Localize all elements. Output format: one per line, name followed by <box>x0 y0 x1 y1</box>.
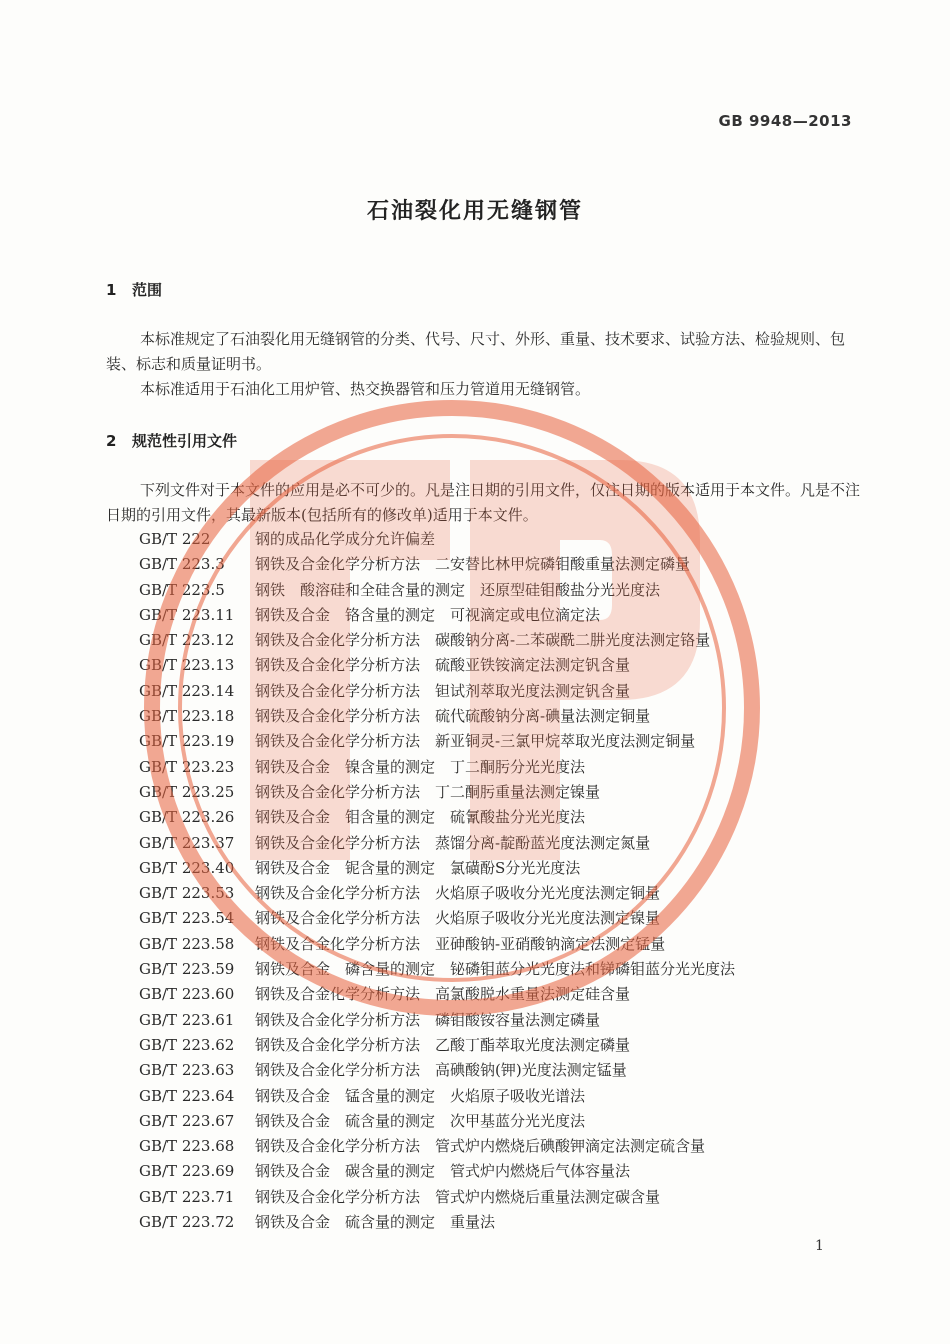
reference-item <box>139 780 735 805</box>
reference-title: 钢铁及合金 磷含量的测定 铋磷钼蓝分光光度法和锑磷钼蓝分光光度法 <box>255 960 736 979</box>
section-title: 规范性引用文件 <box>132 432 238 450</box>
reference-item <box>139 1058 735 1083</box>
reference-code: GB/T 223.72 <box>139 1213 235 1232</box>
section-number: 2 <box>106 432 117 450</box>
reference-item <box>139 932 735 957</box>
reference-item <box>139 603 735 628</box>
reference-item <box>139 1210 735 1235</box>
reference-title: 钢铁及合金化学分析方法 磷钼酸铵容量法测定磷量 <box>255 1010 601 1029</box>
section-heading-normative <box>106 430 237 451</box>
reference-code: GB/T 223.14 <box>139 681 235 700</box>
reference-code: GB/T 223.5 <box>139 580 225 599</box>
reference-item <box>139 1159 735 1184</box>
reference-item <box>139 578 735 603</box>
reference-title: 钢铁及合金 铬含量的测定 可视滴定或电位滴定法 <box>255 605 601 624</box>
reference-item <box>139 831 735 856</box>
reference-item <box>139 1084 735 1109</box>
reference-item <box>139 679 735 704</box>
reference-code: GB/T 223.59 <box>139 960 235 979</box>
reference-item <box>139 1134 735 1159</box>
reference-code: GB/T 222 <box>139 530 211 548</box>
reference-item <box>139 881 735 906</box>
document-title: 石油裂化用无缝钢管 <box>366 199 583 224</box>
reference-item <box>139 957 735 982</box>
reference-code: GB/T 223.67 <box>139 1111 235 1130</box>
reference-code: GB/T 223.11 <box>139 605 235 624</box>
reference-code: GB/T 223.68 <box>139 1137 235 1156</box>
standard-number: GB 9948—2013 <box>718 112 852 130</box>
reference-item <box>139 1008 735 1033</box>
section-title: 范围 <box>132 281 163 299</box>
reference-item <box>139 856 735 881</box>
reference-title: 钢铁及合金 硫含量的测定 次甲基蓝分光光度法 <box>255 1111 586 1130</box>
reference-code: GB/T 223.26 <box>139 808 235 827</box>
reference-item <box>139 1109 735 1134</box>
reference-code: GB/T 223.63 <box>139 1061 235 1080</box>
reference-title: 钢铁及合金化学分析方法 火焰原子吸收分光光度法测定镍量 <box>255 909 661 928</box>
reference-code: GB/T 223.37 <box>139 833 235 852</box>
reference-item <box>139 653 735 678</box>
reference-item <box>139 1185 735 1210</box>
reference-title: 钢铁及合金化学分析方法 火焰原子吸收分光光度法测定铜量 <box>255 884 661 903</box>
reference-code: GB/T 223.19 <box>139 732 235 751</box>
reference-code: GB/T 223.13 <box>139 656 235 675</box>
page-number: 1 <box>815 1238 824 1254</box>
reference-title: 钢铁及合金化学分析方法 碳酸钠分离-二苯碳酰二肼光度法测定铬量 <box>255 631 711 650</box>
reference-title: 钢铁及合金化学分析方法 钽试剂萃取光度法测定钒含量 <box>255 681 631 700</box>
section-number: 1 <box>106 281 117 299</box>
reference-code: GB/T 223.40 <box>139 858 235 877</box>
reference-code: GB/T 223.54 <box>139 909 235 928</box>
reference-title: 钢铁及合金化学分析方法 新亚铜灵-三氯甲烷萃取光度法测定铜量 <box>255 732 696 751</box>
reference-code: GB/T 223.58 <box>139 934 235 953</box>
reference-code: GB/T 223.12 <box>139 631 235 650</box>
reference-item <box>139 755 735 780</box>
reference-title: 钢铁及合金 锰含量的测定 火焰原子吸收光谱法 <box>255 1086 586 1105</box>
reference-item <box>139 527 735 552</box>
reference-title: 钢铁及合金化学分析方法 丁二酮肟重量法测定镍量 <box>255 782 601 801</box>
reference-code: GB/T 223.25 <box>139 782 235 801</box>
reference-item <box>139 906 735 931</box>
reference-code: GB/T 223.53 <box>139 884 235 903</box>
reference-item <box>139 552 735 577</box>
scope-paragraph-2: 本标准适用于石油化工用炉管、热交换器管和压力管道用无缝钢管。 <box>140 380 591 398</box>
reference-title: 钢铁及合金化学分析方法 二安替比林甲烷磷钼酸重量法测定磷量 <box>255 555 691 574</box>
reference-title: 钢铁及合金化学分析方法 蒸馏分离-靛酚蓝光度法测定氮量 <box>255 833 651 852</box>
reference-title: 钢铁及合金化学分析方法 乙酸丁酯萃取光度法测定磷量 <box>255 1035 631 1054</box>
section-heading-scope <box>106 279 162 300</box>
reference-item <box>139 729 735 754</box>
reference-title: 钢铁及合金 硫含量的测定 重量法 <box>255 1213 496 1232</box>
reference-code: GB/T 223.23 <box>139 757 235 776</box>
reference-code: GB/T 223.60 <box>139 985 235 1004</box>
reference-code: GB/T 223.62 <box>139 1035 235 1054</box>
reference-list <box>139 527 735 1235</box>
reference-item <box>139 704 735 729</box>
reference-title: 钢的成品化学成分允许偏差 <box>255 530 436 548</box>
reference-item <box>139 1033 735 1058</box>
reference-title: 钢铁及合金 铌含量的测定 氯磺酚S分光光度法 <box>255 858 581 877</box>
reference-item <box>139 628 735 653</box>
reference-item <box>139 805 735 830</box>
reference-code: GB/T 223.69 <box>139 1162 235 1181</box>
reference-title: 钢铁及合金 钼含量的测定 硫氰酸盐分光光度法 <box>255 808 586 827</box>
reference-title: 钢铁及合金化学分析方法 高碘酸钠(钾)光度法测定锰量 <box>255 1061 627 1080</box>
scope-paragraph-1: 本标准规定了石油裂化用无缝钢管的分类、代号、尺寸、外形、重量、技术要求、试验方法、检验规则、包装、标志和质量证明书。 <box>106 330 846 373</box>
reference-code: GB/T 223.18 <box>139 707 235 726</box>
reference-code: GB/T 223.61 <box>139 1010 235 1029</box>
reference-title: 钢铁及合金化学分析方法 管式炉内燃烧后重量法测定碳含量 <box>255 1187 661 1206</box>
normative-intro-paragraph: 下列文件对于本文件的应用是必不可少的。凡是注日期的引用文件，仅注日期的版本适用于本文件。凡是不注日期的引用文件，其最新版本(包括所有的修改单)适用于本文件。 <box>106 481 861 524</box>
reference-title: 钢铁及合金化学分析方法 管式炉内燃烧后碘酸钾滴定法测定硫含量 <box>255 1137 706 1156</box>
reference-title: 钢铁及合金化学分析方法 硫代硫酸钠分离-碘量法测定铜量 <box>255 707 651 726</box>
reference-title: 钢铁及合金 镍含量的测定 丁二酮肟分光光度法 <box>255 757 586 776</box>
reference-title: 钢铁及合金化学分析方法 硫酸亚铁铵滴定法测定钒含量 <box>255 656 631 675</box>
reference-code: GB/T 223.3 <box>139 555 225 574</box>
reference-code: GB/T 223.71 <box>139 1187 235 1206</box>
reference-title: 钢铁及合金化学分析方法 亚砷酸钠-亚硝酸钠滴定法测定锰量 <box>255 934 666 953</box>
reference-title: 钢铁及合金化学分析方法 高氯酸脱水重量法测定硅含量 <box>255 985 631 1004</box>
reference-code: GB/T 223.64 <box>139 1086 235 1105</box>
reference-title: 钢铁 酸溶硅和全硅含量的测定 还原型硅钼酸盐分光光度法 <box>255 580 661 599</box>
reference-item <box>139 982 735 1007</box>
reference-title: 钢铁及合金 碳含量的测定 管式炉内燃烧后气体容量法 <box>255 1162 631 1181</box>
